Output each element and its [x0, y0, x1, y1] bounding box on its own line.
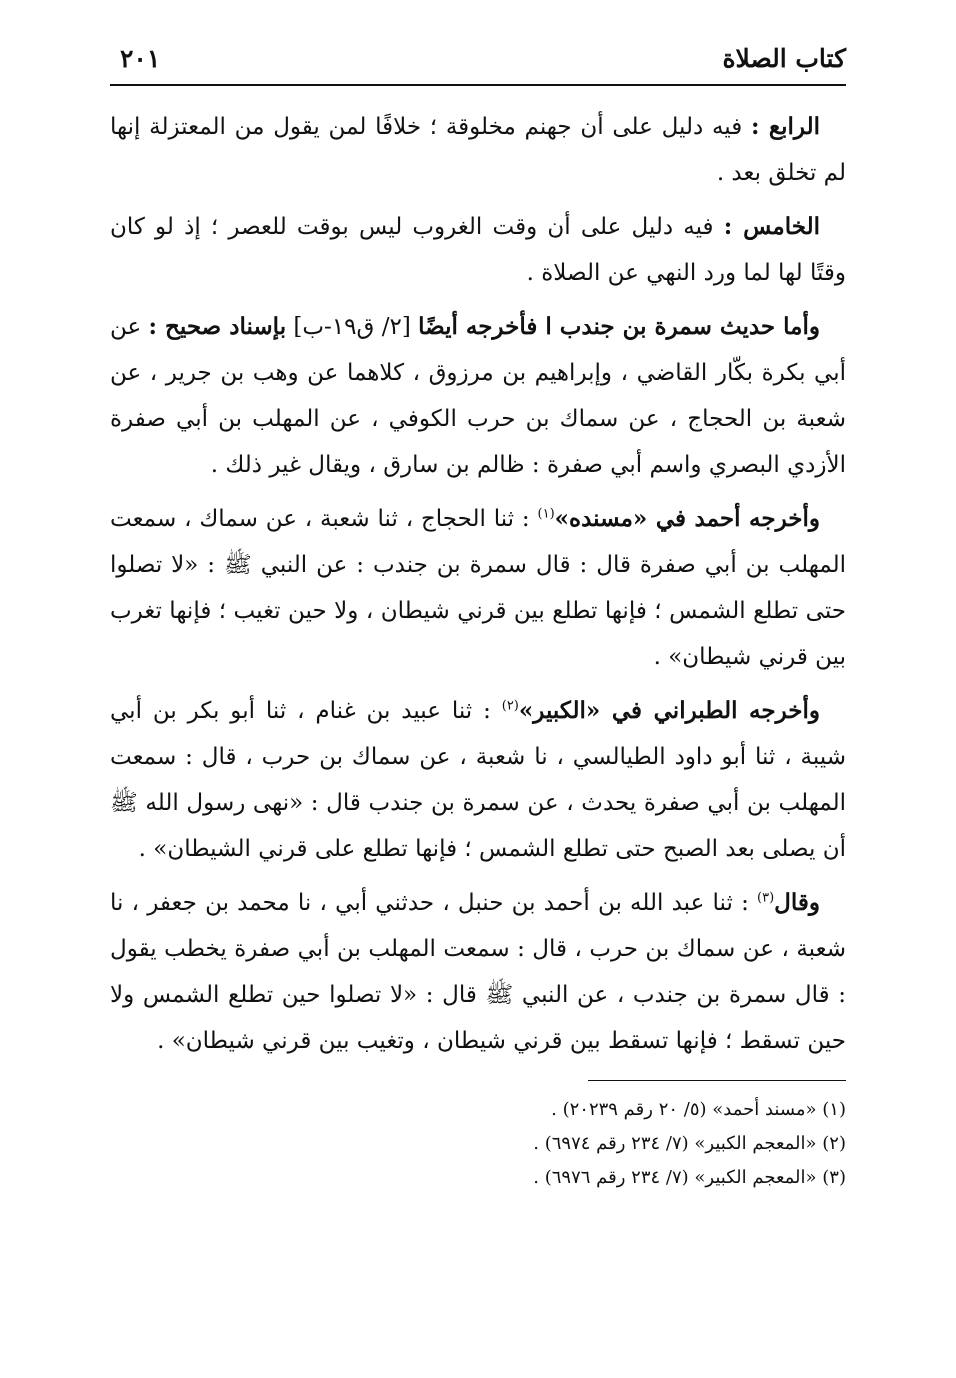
paragraph-samura-hadith	[110, 304, 846, 488]
paragraph-text: عن أبي بكرة بكّار القاضي ، وإبراهيم بن مرزوق ، كلاهما عن وهب بن جرير ، عن شعبة بن الحجاج ، عن سماك بن حرب الكوفي ، عن المهلب بن أبي صفرة الأزدي البصري واسم أبي صفرة : ظالم بن سارق ، ويقال غير ذلك .	[110, 314, 846, 478]
body-text	[110, 104, 846, 1064]
running-title: كتاب الصلاة	[722, 44, 846, 73]
footnote-marker: (٣)	[757, 890, 775, 906]
paragraph-ahmad	[110, 496, 846, 680]
paragraph-text: فيه دليل على أن وقت الغروب ليس بوقت للعصر ؛ إذ لو كان وقتًا لها لما ورد النهي عن الصلاة .	[110, 214, 846, 286]
paragraph-fourth	[110, 104, 846, 196]
paragraph-tabarani	[110, 688, 846, 872]
paragraph-lead: الرابع :	[750, 113, 820, 140]
paragraph-and-he-said	[110, 880, 846, 1064]
paragraph-text: : ثنا عبيد بن غنام ، ثنا أبو بكر بن أبي شيبة ، ثنا أبو داود الطيالسي ، نا شعبة ، عن سماك بن حرب ، قال : سمعت المهلب بن أبي صفرة يحدث ، عن سمرة بن جندب قال : «نهى رسول الله ﷺ أن يصلى بعد الصبح حتى تطلع الشمس ؛ فإنها تطلع على قرني الشيطان» .	[110, 698, 846, 862]
paragraph-lead-2: بإسناد صحيح :	[148, 313, 287, 340]
paragraph-fifth	[110, 204, 846, 296]
footnote-marker: (١)	[537, 506, 555, 522]
document-page	[110, 40, 846, 1340]
footnote-3: (٣) «المعجم الكبير» (٧/ ٢٣٤ رقم ٦٩٧٦) .	[533, 1167, 846, 1188]
page-header	[110, 40, 846, 86]
footnote-1: (١) «مسند أحمد» (٥/ ٢٠ رقم ٢٠٢٣٩) .	[551, 1099, 846, 1120]
manuscript-reference: [٢/ ق١٩-ب]	[286, 314, 419, 340]
footnote-divider	[588, 1080, 846, 1081]
paragraph-text: فيه دليل على أن جهنم مخلوقة ؛ خلافًا لمن يقول من المعتزلة إنها لم تخلق بعد .	[110, 114, 846, 186]
paragraph-lead: وقال	[774, 889, 820, 916]
footnote-marker: (٢)	[501, 698, 519, 714]
page-number: ٢٠١	[120, 44, 161, 73]
paragraph-text: : ثنا الحجاج ، ثنا شعبة ، عن سماك ، سمعت المهلب بن أبي صفرة قال : قال سمرة بن جندب : عن النبي ﷺ : «لا تصلوا حتى تطلع الشمس ؛ فإنها تطلع بين قرني شيطان ، ولا حين تغيب ؛ فإنها تغرب بين قرني شيطان» .	[110, 506, 846, 670]
paragraph-lead: وأخرجه الطبراني في «الكبير»	[518, 697, 821, 724]
header-rule	[110, 84, 846, 86]
paragraph-lead: وأما حديث سمرة بن جندب ا فأخرجه أيضًا	[418, 313, 820, 340]
paragraph-text: : ثنا عبد الله بن أحمد بن حنبل ، حدثني أبي ، نا محمد بن جعفر ، نا شعبة ، عن سماك بن حرب ، قال : سمعت المهلب بن أبي صفرة يخطب يقول : قال سمرة بن جندب ، عن النبي ﷺ قال : «لا تصلوا حين تطلع الشمس ولا حين تسقط ؛ فإنها تسقط بين قرني شيطان ، وتغيب بين قرني شيطان» .	[110, 890, 846, 1054]
footnotes	[110, 1093, 846, 1195]
paragraph-lead: الخامس :	[723, 213, 820, 240]
footnote-2: (٢) «المعجم الكبير» (٧/ ٢٣٤ رقم ٦٩٧٤) .	[533, 1133, 846, 1154]
paragraph-lead: وأخرجه أحمد في «مسنده»	[554, 505, 820, 532]
